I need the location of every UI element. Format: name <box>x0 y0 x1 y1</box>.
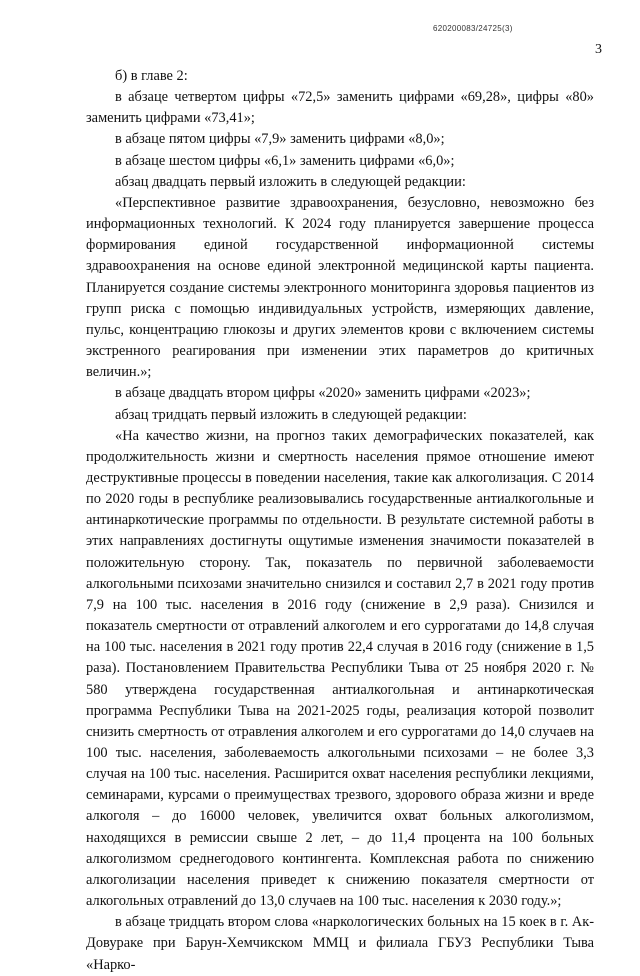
paragraph-amendment: абзац тридцать первый изложить в следующей редакции: <box>115 406 467 423</box>
paragraph-amendment: в абзаце четвертом цифры «72,5» заменить цифрами «69,28», цифры «80» заменить цифрами «73,41»; <box>86 89 594 127</box>
paragraph-chapter-heading: б) в главе 2: <box>115 68 188 84</box>
paragraph-amendment: в абзаце шестом цифры «6,1» заменить цифрами «6,0»; <box>115 152 455 169</box>
paragraph-amendment: в абзаце двадцать втором цифры «2020» заменить цифрами «2023»; <box>115 385 531 402</box>
paragraph-amendment: в абзаце тридцать втором слова «наркологических больных на 15 коек в г. Ак-Довураке при Барун-Хемчикском ММЦ и филиала ГБУЗ Республики Тыва «Нарко- <box>86 914 594 973</box>
paragraph-amendment: абзац двадцать первый изложить в следующей редакции: <box>115 173 466 190</box>
paragraph-quoted-text: «На качество жизни, на прогноз таких демографических показателей, как продолжительность жизни и смертность населения прямое отношение имеют деструктивные процессы в поведении населения, такие как алкоголизация. С 2014 по 2020 годы в республике реализовывались государственные антиалкогольные и антинаркотические программы по отдельности. В результате системной работы в этих направлениях достигнуты ощутимые изменения значимости показателей в положительную сторону. Так, показатель по первичной заболеваемости алкогольными психозами значительно снизился и составил 2,7 в 2021 году против 7,9 на 100 тыс. населения в 2016 году (снижение в 2,9 раза). Снизился и показатель смертности от отравлений алкоголем и его суррогатами до 14,8 случая на 100 тыс. населения в 2021 году против 22,4 случая в 2016 году (снижение в 1,5 раза). Постановлением Правительства Республики Тыва от 25 ноября 2020 г. № 580 утверждена государственная антиалкогольная и антинаркотическая программа Республики Тыва на 2021-2025 годы, реализация которой позволит снизить смертность от отравления алкоголем и его суррогатами до 14,0 случаев на 100 тыс. населения, заболеваемость алкогольными психозами – не более 3,3 случая на 100 тыс. населения. Расширится охват населения республики лекциями, семинарами, курсами о преимуществах трезвого, здорового образа жизни и вреде алкоголя – до 16000 человек, увеличится охват больных алкоголизмом, находящихся в ремиссии свыше 2 лет, – до 11,4 процента на 100 больных алкоголизмом среднегодового контингента. Комплексная работа по снижению алкоголизации населения приведет к снижению показателя смертности от алкогольных отравлений до 13,0 случаев на 100 тыс. населения к 2030 году.»; <box>86 427 594 910</box>
page-number: 3 <box>595 42 602 57</box>
paragraph-amendment: в абзаце пятом цифры «7,9» заменить цифрами «8,0»; <box>115 131 445 148</box>
document-body <box>86 66 594 976</box>
paragraph-quoted-text: «Перспективное развитие здравоохранения, безусловно, невозможно без информационных технологий. К 2024 году планируется завершение процесса формирования единой государственной информационной системы здравоохранения на основе единой электронной медицинской карты пациента. Планируется создание системы электронного мониторинга здоровья пациентов из групп риска с помощью индивидуальных устройств, измеряющих давление, пульс, концентрацию глюкозы и других элементов крови с включением системы экстренного реагирования при изменении этих параметров до критичных величин.»; <box>86 194 594 381</box>
document-code: 620200083/24725(3) <box>433 24 513 33</box>
